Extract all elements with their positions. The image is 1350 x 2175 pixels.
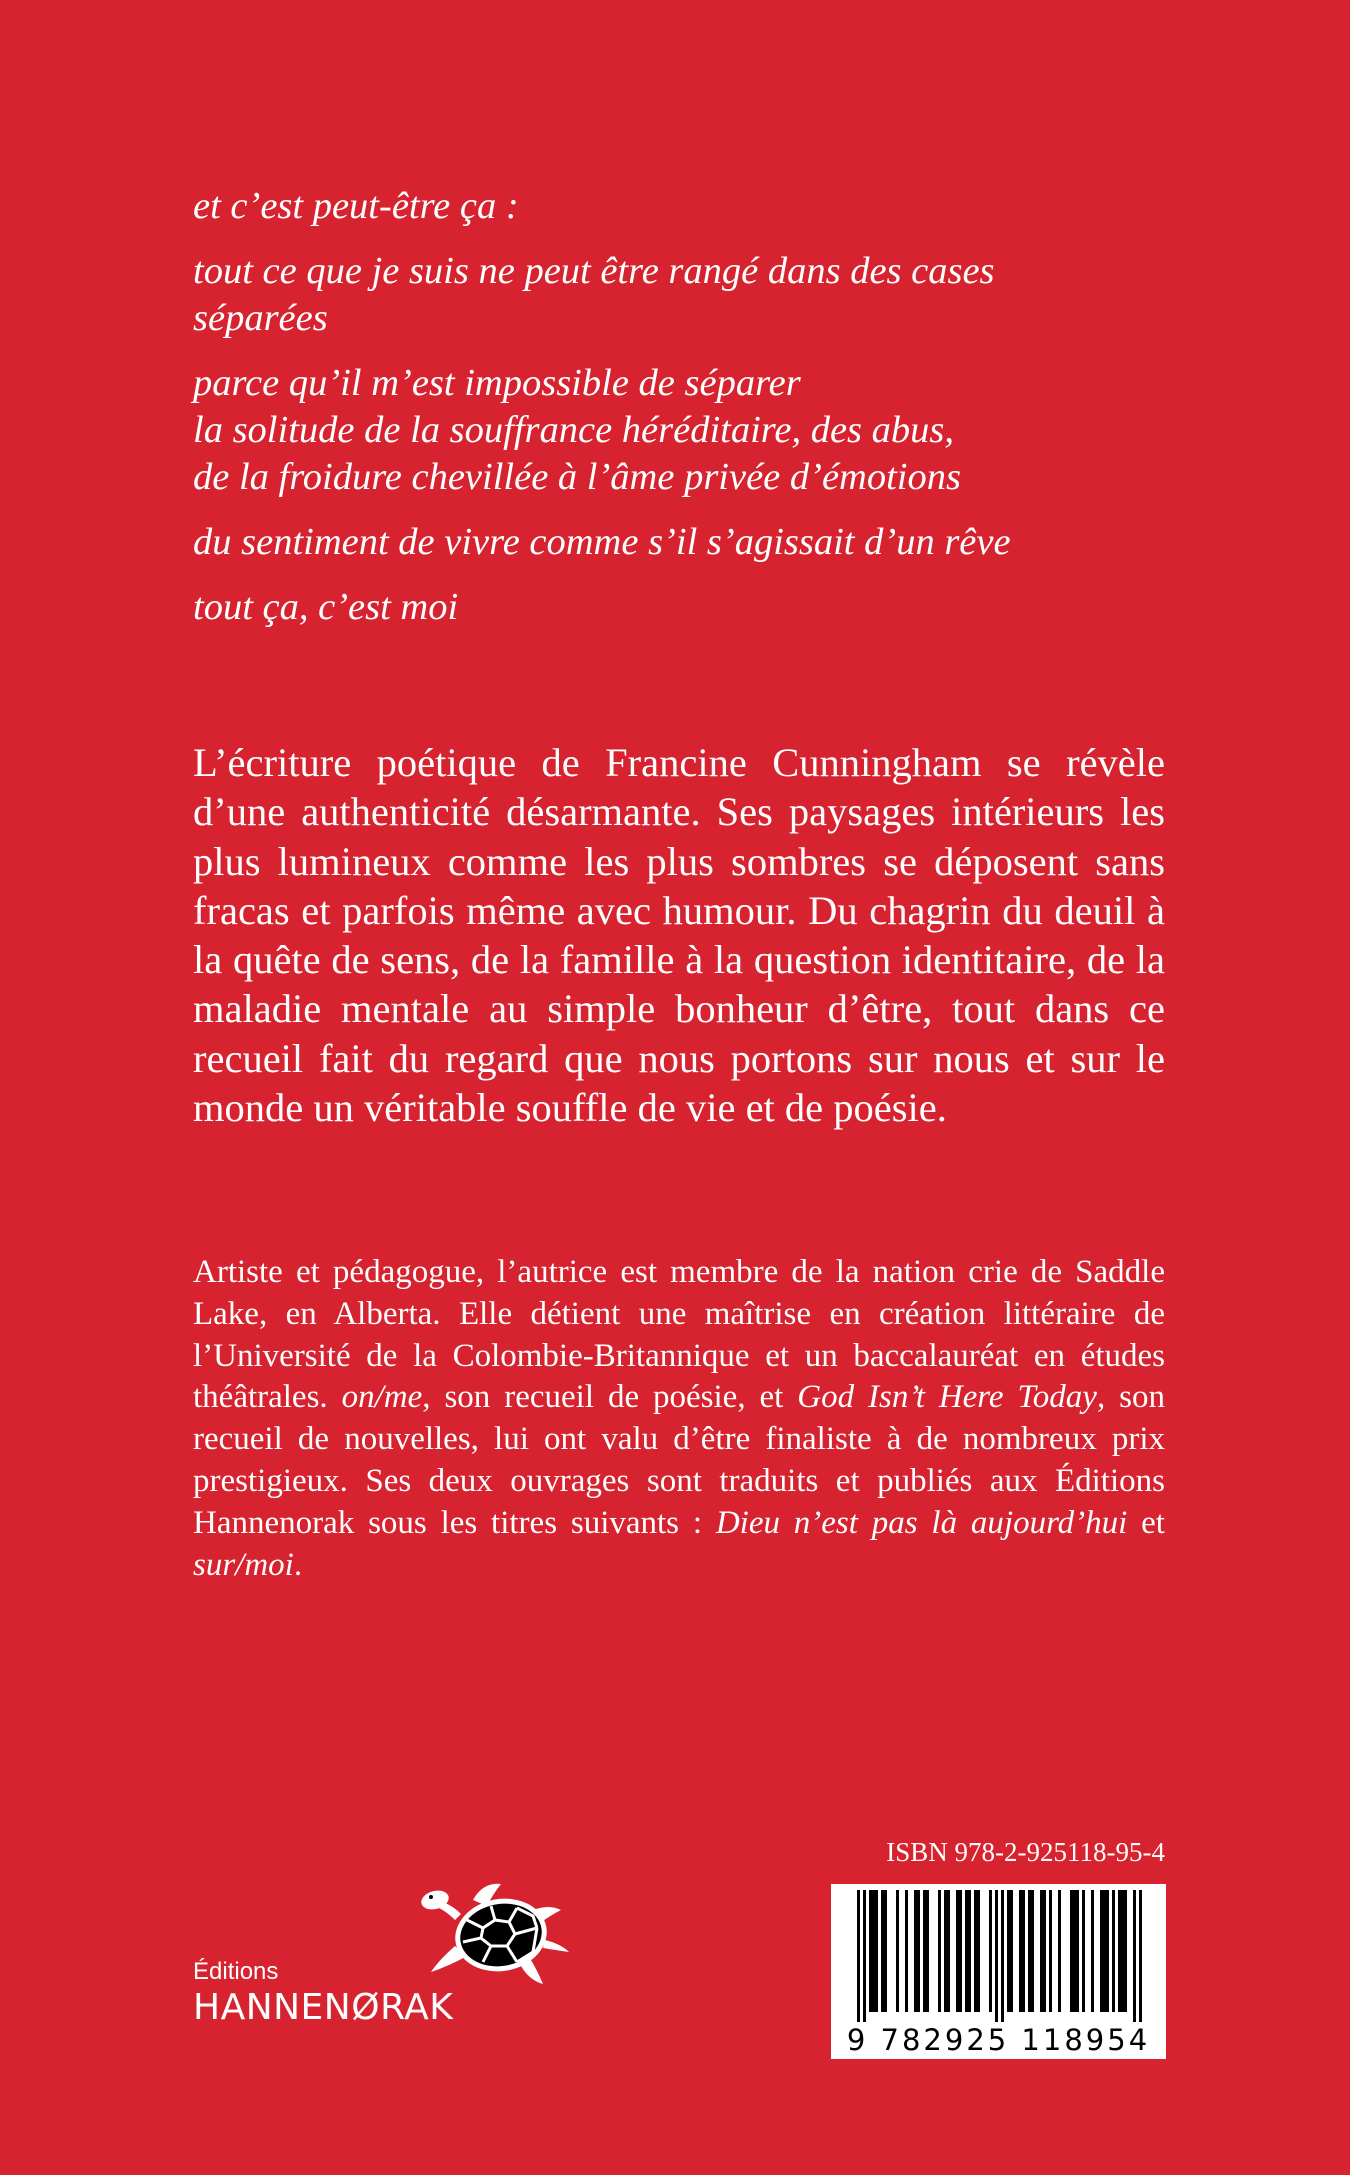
barcode-bar bbox=[1031, 1890, 1034, 2012]
poem-excerpt bbox=[193, 183, 1203, 649]
poem-stanza bbox=[193, 360, 1203, 501]
author-bio bbox=[193, 1252, 1165, 1586]
barcode-bar bbox=[1082, 1890, 1085, 2012]
barcode-bar bbox=[965, 1890, 968, 2012]
barcode-digits: 9 782925 118954 bbox=[846, 2023, 1151, 2057]
bio-text: et bbox=[1127, 1504, 1165, 1541]
barcode-bar bbox=[1001, 1890, 1004, 2022]
poem-line: de la froidure chevillée à l’âme privée d’émotions bbox=[193, 456, 961, 498]
bio-text: , son recueil de nouvelles, lui ont valu d’être finaliste à de nombreux prix prestigieux. Ses deux ouvrages sont traduits et publiés aux Éditions Hannenorak sous les titres suivants : bbox=[193, 1379, 1165, 1541]
poem-stanza bbox=[193, 183, 1203, 230]
isbn-barcode bbox=[831, 1884, 1166, 2059]
bio-text: . bbox=[293, 1546, 303, 1583]
barcode-bar bbox=[1106, 1890, 1109, 2012]
barcode-bar bbox=[1121, 1890, 1124, 2012]
barcode-bar bbox=[947, 1890, 950, 2012]
publisher-name: HANNENØRAK bbox=[193, 1987, 454, 2028]
barcode-bar bbox=[905, 1890, 908, 2012]
barcode-bar bbox=[1019, 1890, 1022, 2012]
barcode-bar bbox=[1076, 1890, 1079, 2012]
bio-text: , son recueil de poésie, et bbox=[422, 1379, 798, 1416]
barcode-bar bbox=[1112, 1890, 1115, 2012]
barcode-bar bbox=[1043, 1890, 1046, 2012]
barcode-bar bbox=[1073, 1890, 1076, 2012]
barcode-bar bbox=[923, 1890, 926, 2012]
poem-stanza bbox=[193, 248, 1203, 342]
barcode-bar bbox=[1133, 1890, 1136, 2022]
barcode-bar bbox=[863, 1890, 866, 2022]
barcode-bar bbox=[968, 1890, 971, 2012]
barcode-bar bbox=[977, 1890, 980, 2012]
barcode-bar bbox=[1103, 1890, 1106, 2012]
barcode-bar bbox=[869, 1890, 872, 2012]
barcode-bar bbox=[1049, 1890, 1052, 2012]
barcode-bar bbox=[857, 1890, 860, 2022]
barcode-bar bbox=[974, 1890, 977, 2012]
poem-stanza bbox=[193, 584, 1203, 631]
barcode-bar bbox=[1022, 1890, 1025, 2012]
poem-line: la solitude de la souffrance héréditaire, des abus, bbox=[193, 409, 954, 451]
barcode-bar bbox=[1124, 1890, 1127, 2012]
barcode-bar bbox=[1040, 1890, 1043, 2012]
bio-title-dieu-nest-pas-la: Dieu n’est pas là aujourd’hui bbox=[715, 1504, 1128, 1541]
barcode-bar bbox=[956, 1890, 959, 2012]
barcode-bar bbox=[1070, 1890, 1073, 2012]
poem-stanza bbox=[193, 519, 1203, 566]
bio-title-on-me: on/me bbox=[341, 1379, 423, 1416]
barcode-bar bbox=[995, 1890, 998, 2022]
barcode-bar bbox=[914, 1890, 917, 2012]
poem-line: tout ce que je suis ne peut être rangé dans des cases bbox=[193, 250, 995, 292]
bio-title-sur-moi: sur/moi bbox=[193, 1546, 294, 1583]
poem-line: du sentiment de vivre comme s’il s’agissait d’un rêve bbox=[193, 521, 1011, 563]
isbn-label: ISBN 978-2-925118-95-4 bbox=[886, 1837, 1165, 1867]
poem-line: et c’est peut-être ça : bbox=[193, 185, 519, 227]
poem-line: parce qu’il m’est impossible de séparer bbox=[193, 362, 801, 404]
barcode-bar bbox=[944, 1890, 947, 2012]
barcode-bar bbox=[884, 1890, 887, 2012]
publisher-editions-label: Éditions bbox=[193, 1958, 279, 1985]
barcode-bar bbox=[1100, 1890, 1103, 2012]
book-description: L’écriture poétique de Francine Cunningham se révèle d’une authenticité désarmante. Ses paysages intérieurs les plus lumineux comme les plus sombres se déposent sans fracas et parfois même avec humour. Du chagrin du deuil à la quête de sens, de la famille à la question identitaire, de la maladie mentale au simple bonheur d’être, tout dans ce recueil fait du regard que nous portons sur nous et sur le monde un véritable souffle de vie et de poésie. bbox=[193, 740, 1165, 1131]
bio-text: Artiste et pédagogue, l’autrice est membre de la nation crie de Saddle Lake, en Alberta. Elle détient une maîtrise en création littéraire de l’Université de la Colombie-Britannique et un baccalauréat en études théâtrales. bbox=[193, 1254, 1165, 1416]
barcode-bar bbox=[1007, 1890, 1010, 2012]
poem-line: séparées bbox=[193, 297, 328, 339]
barcode-bar bbox=[1118, 1890, 1121, 2012]
turtle-icon bbox=[421, 1880, 571, 1990]
barcode-bar bbox=[989, 1890, 992, 2012]
barcode-bar bbox=[896, 1890, 899, 2012]
barcode-bar bbox=[872, 1890, 875, 2012]
barcode-bar bbox=[926, 1890, 929, 2012]
barcode-bar bbox=[917, 1890, 920, 2012]
barcode-bar bbox=[875, 1890, 878, 2012]
barcode-bar bbox=[1091, 1890, 1094, 2012]
barcode-bar bbox=[1010, 1890, 1013, 2012]
barcode-bar bbox=[959, 1890, 962, 2012]
barcode-bar bbox=[938, 1890, 941, 2012]
barcode-bar bbox=[1139, 1890, 1142, 2022]
publisher-logo bbox=[193, 1880, 593, 2040]
barcode-bar bbox=[881, 1890, 884, 2012]
poem-line: tout ça, c’est moi bbox=[193, 586, 459, 628]
barcode-bar bbox=[1058, 1890, 1061, 2012]
bio-title-god-isnt-here-today: God Isn’t Here Today bbox=[797, 1379, 1097, 1416]
barcode-bar bbox=[1028, 1890, 1031, 2012]
